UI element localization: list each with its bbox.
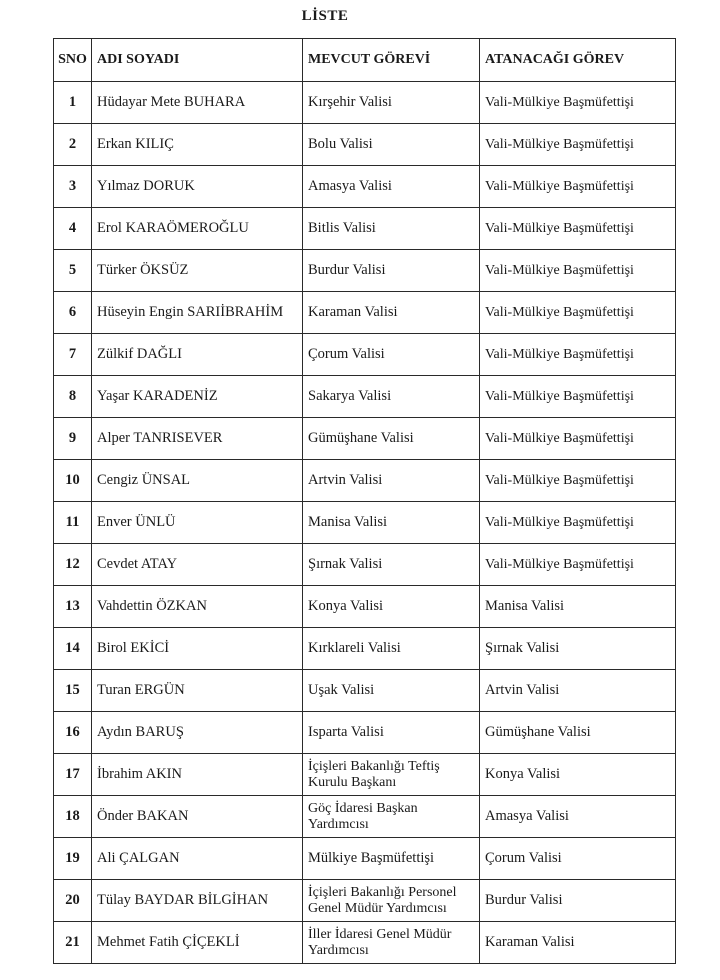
table-row [54, 418, 676, 460]
header-assigned-duty: ATANACAĞI GÖREV [480, 39, 676, 82]
row-name: Mehmet Fatih ÇİÇEKLİ [92, 922, 303, 964]
row-sno: 6 [54, 292, 92, 334]
row-name: Türker ÖKSÜZ [92, 250, 303, 292]
row-name: Erkan KILIÇ [92, 124, 303, 166]
row-name: Önder BAKAN [92, 796, 303, 838]
row-name: Cevdet ATAY [92, 544, 303, 586]
row-name: Zülkif DAĞLI [92, 334, 303, 376]
row-current-duty: Amasya Valisi [303, 166, 480, 208]
table-row [54, 754, 676, 796]
row-assigned-duty: Gümüşhane Valisi [480, 712, 676, 754]
row-name: Yaşar KARADENİZ [92, 376, 303, 418]
row-current-duty: Göç İdaresi Başkan Yardımcısı [303, 796, 480, 838]
row-name: Tülay BAYDAR BİLGİHAN [92, 880, 303, 922]
row-current-duty: Bitlis Valisi [303, 208, 480, 250]
row-sno: 20 [54, 880, 92, 922]
row-assigned-duty: Karaman Valisi [480, 922, 676, 964]
table-row [54, 82, 676, 124]
row-assigned-duty: Vali-Mülkiye Başmüfettişi [480, 418, 676, 460]
row-current-duty: Artvin Valisi [303, 460, 480, 502]
row-sno: 17 [54, 754, 92, 796]
row-name: Cengiz ÜNSAL [92, 460, 303, 502]
table-row [54, 838, 676, 880]
row-sno: 11 [54, 502, 92, 544]
row-current-duty: Şırnak Valisi [303, 544, 480, 586]
row-assigned-duty: Amasya Valisi [480, 796, 676, 838]
row-sno: 8 [54, 376, 92, 418]
row-current-duty: İller İdaresi Genel Müdür Yardımcısı [303, 922, 480, 964]
table-row [54, 208, 676, 250]
row-current-duty: Sakarya Valisi [303, 376, 480, 418]
table-row [54, 628, 676, 670]
row-current-duty: Karaman Valisi [303, 292, 480, 334]
row-sno: 3 [54, 166, 92, 208]
row-current-duty: Bolu Valisi [303, 124, 480, 166]
row-assigned-duty: Vali-Mülkiye Başmüfettişi [480, 502, 676, 544]
row-assigned-duty: Çorum Valisi [480, 838, 676, 880]
row-current-duty: Isparta Valisi [303, 712, 480, 754]
row-current-duty: Mülkiye Başmüfettişi [303, 838, 480, 880]
table-row [54, 586, 676, 628]
row-sno: 14 [54, 628, 92, 670]
table-row [54, 166, 676, 208]
row-name: Aydın BARUŞ [92, 712, 303, 754]
row-name: Hüdayar Mete BUHARA [92, 82, 303, 124]
table-row [54, 670, 676, 712]
row-sno: 19 [54, 838, 92, 880]
row-assigned-duty: Vali-Mülkiye Başmüfettişi [480, 250, 676, 292]
row-name: Turan ERGÜN [92, 670, 303, 712]
document-title: LİSTE [301, 8, 349, 24]
row-assigned-duty: Vali-Mülkiye Başmüfettişi [480, 124, 676, 166]
table-row [54, 502, 676, 544]
header-name: ADI SOYADI [92, 39, 303, 82]
row-assigned-duty: Artvin Valisi [480, 670, 676, 712]
row-sno: 2 [54, 124, 92, 166]
row-sno: 16 [54, 712, 92, 754]
table-row [54, 292, 676, 334]
row-assigned-duty: Vali-Mülkiye Başmüfettişi [480, 82, 676, 124]
row-current-duty: Kırklareli Valisi [303, 628, 480, 670]
row-sno: 12 [54, 544, 92, 586]
row-assigned-duty: Burdur Valisi [480, 880, 676, 922]
row-sno: 4 [54, 208, 92, 250]
row-current-duty: Burdur Valisi [303, 250, 480, 292]
header-sno: SNO [54, 39, 92, 82]
row-assigned-duty: Vali-Mülkiye Başmüfettişi [480, 544, 676, 586]
table-row [54, 880, 676, 922]
table-header-row [54, 39, 676, 82]
row-current-duty: İçişleri Bakanlığı Personel Genel Müdür Yardımcısı [303, 880, 480, 922]
row-name: Ali ÇALGAN [92, 838, 303, 880]
row-assigned-duty: Vali-Mülkiye Başmüfettişi [480, 166, 676, 208]
row-assigned-duty: Konya Valisi [480, 754, 676, 796]
table-row [54, 544, 676, 586]
table-row [54, 922, 676, 964]
row-assigned-duty: Vali-Mülkiye Başmüfettişi [480, 208, 676, 250]
row-sno: 15 [54, 670, 92, 712]
row-current-duty: Çorum Valisi [303, 334, 480, 376]
table-row [54, 712, 676, 754]
row-assigned-duty: Manisa Valisi [480, 586, 676, 628]
table-row [54, 460, 676, 502]
row-sno: 21 [54, 922, 92, 964]
row-current-duty: Kırşehir Valisi [303, 82, 480, 124]
row-name: Hüseyin Engin SARIİBRAHİM [92, 292, 303, 334]
table-row [54, 376, 676, 418]
row-current-duty: Manisa Valisi [303, 502, 480, 544]
row-name: Erol KARAÖMEROĞLU [92, 208, 303, 250]
row-assigned-duty: Vali-Mülkiye Başmüfettişi [480, 376, 676, 418]
row-sno: 1 [54, 82, 92, 124]
row-current-duty: İçişleri Bakanlığı Teftiş Kurulu Başkanı [303, 754, 480, 796]
row-current-duty: Uşak Valisi [303, 670, 480, 712]
row-sno: 18 [54, 796, 92, 838]
row-sno: 13 [54, 586, 92, 628]
table-row [54, 334, 676, 376]
appointment-table [53, 38, 676, 964]
row-sno: 10 [54, 460, 92, 502]
row-name: Yılmaz DORUK [92, 166, 303, 208]
row-name: Birol EKİCİ [92, 628, 303, 670]
row-assigned-duty: Şırnak Valisi [480, 628, 676, 670]
row-sno: 9 [54, 418, 92, 460]
row-sno: 5 [54, 250, 92, 292]
row-current-duty: Konya Valisi [303, 586, 480, 628]
row-assigned-duty: Vali-Mülkiye Başmüfettişi [480, 334, 676, 376]
row-name: Vahdettin ÖZKAN [92, 586, 303, 628]
row-name: Enver ÜNLÜ [92, 502, 303, 544]
table-row [54, 250, 676, 292]
table-row [54, 124, 676, 166]
row-current-duty: Gümüşhane Valisi [303, 418, 480, 460]
row-assigned-duty: Vali-Mülkiye Başmüfettişi [480, 460, 676, 502]
row-name: Alper TANRISEVER [92, 418, 303, 460]
row-name: İbrahim AKIN [92, 754, 303, 796]
header-current-duty: MEVCUT GÖREVİ [303, 39, 480, 82]
table-row [54, 796, 676, 838]
row-assigned-duty: Vali-Mülkiye Başmüfettişi [480, 292, 676, 334]
row-sno: 7 [54, 334, 92, 376]
